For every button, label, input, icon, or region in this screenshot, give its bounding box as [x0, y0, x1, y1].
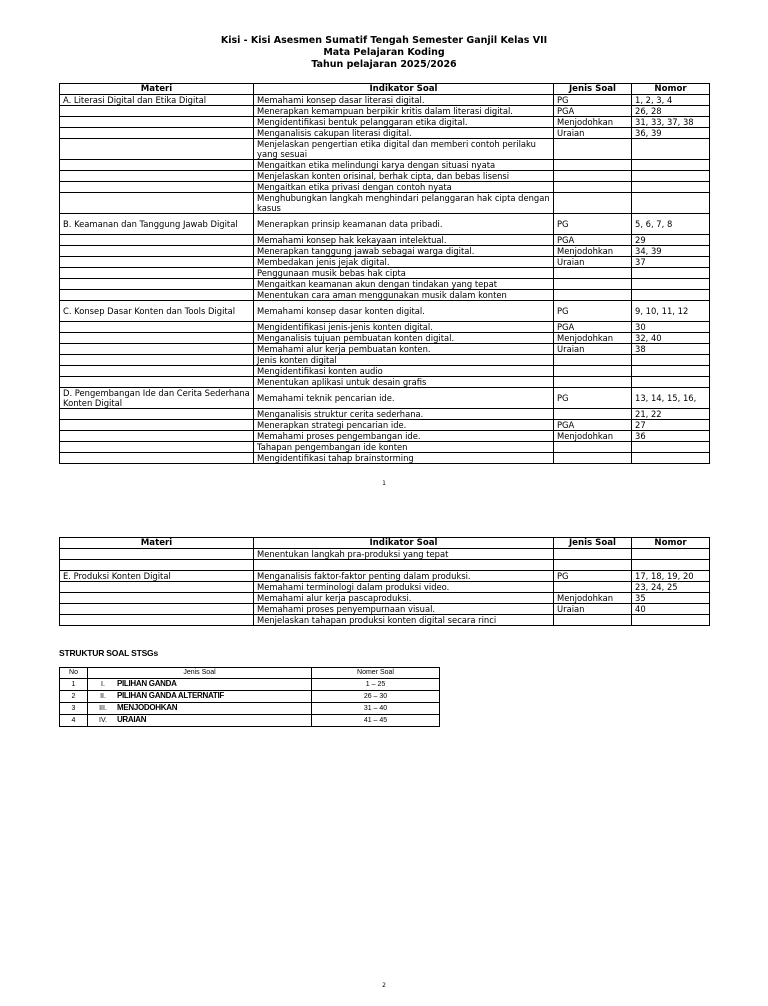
header-materi: Materi [60, 84, 254, 95]
cell-nomor: 37 [632, 257, 710, 268]
cell-materi [60, 290, 254, 301]
cell-materi [60, 139, 254, 160]
table-row [60, 366, 710, 377]
structure-roman: I. [101, 681, 105, 688]
table-row [60, 95, 710, 106]
table-row [60, 560, 710, 571]
structure-nomor: 31 – 40 [312, 703, 440, 715]
subject-title: Mata Pelajaran Koding [323, 47, 445, 58]
kisi-table-page2 [59, 537, 710, 626]
structure-jenis-label: MENJODOHKAN [116, 703, 178, 712]
cell-indikator: Memahami terminologi dalam produksi video. [254, 582, 554, 593]
cell-indikator: Penggunaan musik bebas hak cipta [254, 268, 554, 279]
cell-materi [60, 560, 254, 571]
table-row [60, 420, 710, 431]
structure-nomor: 41 – 45 [312, 715, 440, 727]
cell-indikator: Memahami konsep hak kekayaan intelektual. [254, 235, 554, 246]
table-row [60, 333, 710, 344]
cell-nomor [632, 193, 710, 214]
cell-nomor: 21, 22 [632, 409, 710, 420]
cell-jenis: Menjodohkan [554, 246, 632, 257]
cell-materi [60, 615, 254, 626]
cell-nomor: 36, 39 [632, 128, 710, 139]
table-row [60, 160, 710, 171]
table-row [60, 171, 710, 182]
structure-jenis-label: URAIAN [116, 715, 147, 724]
cell-indikator: Menentukan aplikasi untuk desain grafis [254, 377, 554, 388]
cell-jenis: Uraian [554, 128, 632, 139]
cell-jenis: PGA [554, 106, 632, 117]
cell-materi: D. Pengembangan Ide dan Cerita Sederhana Konten Digital [60, 388, 254, 409]
header-jenis: Jenis Soal [554, 84, 632, 95]
header-indikator: Indikator Soal [254, 538, 554, 549]
cell-jenis [554, 193, 632, 214]
table-row [60, 344, 710, 355]
cell-indikator: Mengidentifikasi konten audio [254, 366, 554, 377]
table-row [60, 214, 710, 235]
cell-nomor [632, 290, 710, 301]
cell-jenis: Uraian [554, 344, 632, 355]
table-row [60, 615, 710, 626]
cell-jenis: Menjodohkan [554, 593, 632, 604]
cell-nomor [632, 615, 710, 626]
cell-indikator: Menjelaskan konten orisinal, berhak cipta, dan bebas lisensi [254, 171, 554, 182]
table-row [60, 128, 710, 139]
cell-materi [60, 604, 254, 615]
cell-indikator: Memahami teknik pencarian ide. [254, 388, 554, 409]
cell-materi [60, 106, 254, 117]
cell-jenis [554, 560, 632, 571]
cell-jenis: PG [554, 571, 632, 582]
table-row [60, 268, 710, 279]
cell-indikator: Menerapkan kemampuan berpikir kritis dalam literasi digital. [254, 106, 554, 117]
cell-nomor: 40 [632, 604, 710, 615]
table-row [60, 549, 710, 560]
structure-jenis [88, 703, 312, 715]
cell-materi [60, 409, 254, 420]
cell-materi [60, 268, 254, 279]
cell-nomor: 35 [632, 593, 710, 604]
table-row [60, 571, 710, 582]
cell-materi [60, 420, 254, 431]
structure-roman: II. [100, 693, 106, 700]
cell-materi [60, 453, 254, 464]
table-row [60, 301, 710, 322]
table-row [60, 453, 710, 464]
document-title: Kisi - Kisi Asesmen Sumatif Tengah Semester Ganjil Kelas VII [220, 35, 548, 46]
cell-materi: A. Literasi Digital dan Etika Digital [60, 95, 254, 106]
table-header-row [60, 84, 710, 95]
page-number: 2 [382, 982, 386, 989]
cell-nomor [632, 279, 710, 290]
cell-materi [60, 593, 254, 604]
cell-indikator: Menerapkan strategi pencarian ide. [254, 420, 554, 431]
cell-jenis [554, 160, 632, 171]
structure-nomor: 26 – 30 [312, 691, 440, 703]
cell-nomor [632, 139, 710, 160]
cell-materi [60, 246, 254, 257]
cell-jenis [554, 139, 632, 160]
table-row [60, 431, 710, 442]
cell-jenis [554, 377, 632, 388]
cell-indikator: Tahapan pengembangan ide konten [254, 442, 554, 453]
cell-materi [60, 235, 254, 246]
cell-materi [60, 366, 254, 377]
cell-nomor [632, 160, 710, 171]
cell-nomor: 34, 39 [632, 246, 710, 257]
kisi-table-page1 [59, 83, 710, 464]
table-row [60, 388, 710, 409]
cell-jenis [554, 279, 632, 290]
table-row [60, 442, 710, 453]
table-row [60, 257, 710, 268]
cell-nomor [632, 366, 710, 377]
cell-nomor: 32, 40 [632, 333, 710, 344]
table-row [60, 117, 710, 128]
structure-title: STRUKTUR SOAL STSGs [59, 648, 158, 658]
cell-materi [60, 431, 254, 442]
cell-nomor: 1, 2, 3, 4 [632, 95, 710, 106]
header-nomor: Nomor [632, 538, 710, 549]
cell-nomor: 27 [632, 420, 710, 431]
cell-jenis [554, 453, 632, 464]
cell-jenis [554, 290, 632, 301]
cell-jenis [554, 582, 632, 593]
cell-indikator: Menganalisis tujuan pembuatan konten digital. [254, 333, 554, 344]
cell-indikator [254, 560, 554, 571]
cell-jenis: PG [554, 95, 632, 106]
cell-indikator: Memahami alur kerja pembuatan konten. [254, 344, 554, 355]
cell-indikator: Mengaitkan etika melindungi karya dengan situasi nyata [254, 160, 554, 171]
cell-jenis [554, 409, 632, 420]
structure-no: 3 [60, 703, 88, 715]
cell-materi [60, 128, 254, 139]
cell-indikator: Menerapkan prinsip keamanan data pribadi. [254, 214, 554, 235]
cell-nomor [632, 182, 710, 193]
cell-indikator: Menentukan cara aman menggunakan musik dalam konten [254, 290, 554, 301]
cell-jenis: PG [554, 214, 632, 235]
cell-nomor: 13, 14, 15, 16, [632, 388, 710, 409]
structure-jenis-label: PILIHAN GANDA [116, 679, 177, 688]
structure-header-jenis: Jenis Soal [88, 668, 312, 679]
table-row [60, 355, 710, 366]
cell-materi [60, 344, 254, 355]
structure-row [60, 715, 440, 727]
table-row [60, 246, 710, 257]
cell-materi [60, 322, 254, 333]
cell-nomor [632, 377, 710, 388]
cell-jenis [554, 366, 632, 377]
cell-nomor [632, 355, 710, 366]
structure-header-row [60, 668, 440, 679]
cell-nomor: 23, 24, 25 [632, 582, 710, 593]
cell-indikator: Memahami konsep dasar literasi digital. [254, 95, 554, 106]
structure-no: 4 [60, 715, 88, 727]
cell-indikator: Membedakan jenis jejak digital. [254, 257, 554, 268]
cell-jenis [554, 615, 632, 626]
cell-jenis [554, 549, 632, 560]
table-row [60, 409, 710, 420]
structure-no: 2 [60, 691, 88, 703]
header-indikator: Indikator Soal [254, 84, 554, 95]
cell-indikator: Menganalisis cakupan literasi digital. [254, 128, 554, 139]
cell-nomor [632, 560, 710, 571]
table-row [60, 582, 710, 593]
table-row [60, 279, 710, 290]
cell-materi: C. Konsep Dasar Konten dan Tools Digital [60, 301, 254, 322]
structure-nomor: 1 – 25 [312, 679, 440, 691]
cell-indikator: Menjelaskan tahapan produksi konten digital secara rinci [254, 615, 554, 626]
cell-nomor: 17, 18, 19, 20 [632, 571, 710, 582]
cell-materi [60, 193, 254, 214]
cell-materi [60, 160, 254, 171]
structure-jenis [88, 679, 312, 691]
cell-materi [60, 117, 254, 128]
cell-nomor [632, 268, 710, 279]
cell-nomor [632, 453, 710, 464]
cell-indikator: Menghubungkan langkah menghindari pelanggaran hak cipta dengan kasus [254, 193, 554, 214]
structure-row [60, 703, 440, 715]
cell-materi [60, 182, 254, 193]
cell-jenis: PGA [554, 322, 632, 333]
cell-nomor: 26, 28 [632, 106, 710, 117]
table-row [60, 593, 710, 604]
structure-row [60, 691, 440, 703]
cell-indikator: Mengidentifikasi jenis-jenis konten digital. [254, 322, 554, 333]
structure-roman: IV. [99, 717, 107, 724]
cell-jenis: PGA [554, 235, 632, 246]
cell-materi [60, 355, 254, 366]
table-row [60, 106, 710, 117]
cell-nomor: 29 [632, 235, 710, 246]
cell-materi [60, 377, 254, 388]
cell-nomor [632, 442, 710, 453]
cell-indikator: Mengaitkan keamanan akun dengan tindakan yang tepat [254, 279, 554, 290]
cell-materi: E. Produksi Konten Digital [60, 571, 254, 582]
structure-table [59, 667, 440, 727]
cell-indikator: Jenis konten digital [254, 355, 554, 366]
cell-materi: B. Keamanan dan Tanggung Jawab Digital [60, 214, 254, 235]
cell-indikator: Menjelaskan pengertian etika digital dan memberi contoh perilaku yang sesuai [254, 139, 554, 160]
cell-jenis: Uraian [554, 604, 632, 615]
cell-indikator: Mengaitkan etika privasi dengan contoh nyata [254, 182, 554, 193]
cell-indikator: Menganalisis faktor-faktor penting dalam produksi. [254, 571, 554, 582]
cell-jenis: Menjodohkan [554, 431, 632, 442]
cell-materi [60, 549, 254, 560]
header-jenis: Jenis Soal [554, 538, 632, 549]
table-row [60, 182, 710, 193]
cell-jenis [554, 171, 632, 182]
cell-jenis: PG [554, 301, 632, 322]
cell-nomor: 31, 33, 37, 38 [632, 117, 710, 128]
cell-jenis: PGA [554, 420, 632, 431]
page-number: 1 [382, 480, 386, 487]
cell-indikator: Menganalisis struktur cerita sederhana. [254, 409, 554, 420]
table-row [60, 235, 710, 246]
cell-materi [60, 333, 254, 344]
cell-indikator: Memahami proses penyempurnaan visual. [254, 604, 554, 615]
cell-jenis: PG [554, 388, 632, 409]
cell-materi [60, 257, 254, 268]
year-title: Tahun pelajaran 2025/2026 [311, 59, 457, 70]
cell-jenis [554, 268, 632, 279]
table-row [60, 193, 710, 214]
cell-indikator: Mengidentifikasi tahap brainstorming [254, 453, 554, 464]
cell-indikator: Memahami proses pengembangan ide. [254, 431, 554, 442]
header-nomor: Nomor [632, 84, 710, 95]
table-row [60, 290, 710, 301]
cell-indikator: Menentukan langkah pra-produksi yang tepat [254, 549, 554, 560]
cell-nomor [632, 549, 710, 560]
cell-nomor: 9, 10, 11, 12 [632, 301, 710, 322]
cell-nomor: 36 [632, 431, 710, 442]
structure-roman: III. [99, 705, 107, 712]
structure-header-nomor: Nomer Soal [312, 668, 440, 679]
cell-jenis [554, 182, 632, 193]
structure-jenis-label: PILIHAN GANDA ALTERNATIF [116, 691, 224, 700]
cell-jenis: Menjodohkan [554, 333, 632, 344]
structure-no: 1 [60, 679, 88, 691]
cell-jenis [554, 442, 632, 453]
structure-jenis [88, 691, 312, 703]
cell-nomor: 30 [632, 322, 710, 333]
cell-materi [60, 279, 254, 290]
structure-jenis [88, 715, 312, 727]
table-row [60, 322, 710, 333]
cell-indikator: Mengidentifikasi bentuk pelanggaran etika digital. [254, 117, 554, 128]
structure-header-no: No [60, 668, 88, 679]
table-row [60, 604, 710, 615]
cell-materi [60, 171, 254, 182]
structure-row [60, 679, 440, 691]
table-row [60, 377, 710, 388]
cell-jenis: Uraian [554, 257, 632, 268]
cell-jenis: Menjodohkan [554, 117, 632, 128]
cell-indikator: Memahami alur kerja pascaproduksi. [254, 593, 554, 604]
table-row [60, 139, 710, 160]
cell-indikator: Memahami konsep dasar konten digital. [254, 301, 554, 322]
header-materi: Materi [60, 538, 254, 549]
cell-materi [60, 582, 254, 593]
cell-nomor: 5, 6, 7, 8 [632, 214, 710, 235]
cell-nomor: 38 [632, 344, 710, 355]
table-header-row [60, 538, 710, 549]
cell-indikator: Menerapkan tanggung jawab sebagai warga digital. [254, 246, 554, 257]
cell-jenis [554, 355, 632, 366]
cell-nomor [632, 171, 710, 182]
cell-materi [60, 442, 254, 453]
